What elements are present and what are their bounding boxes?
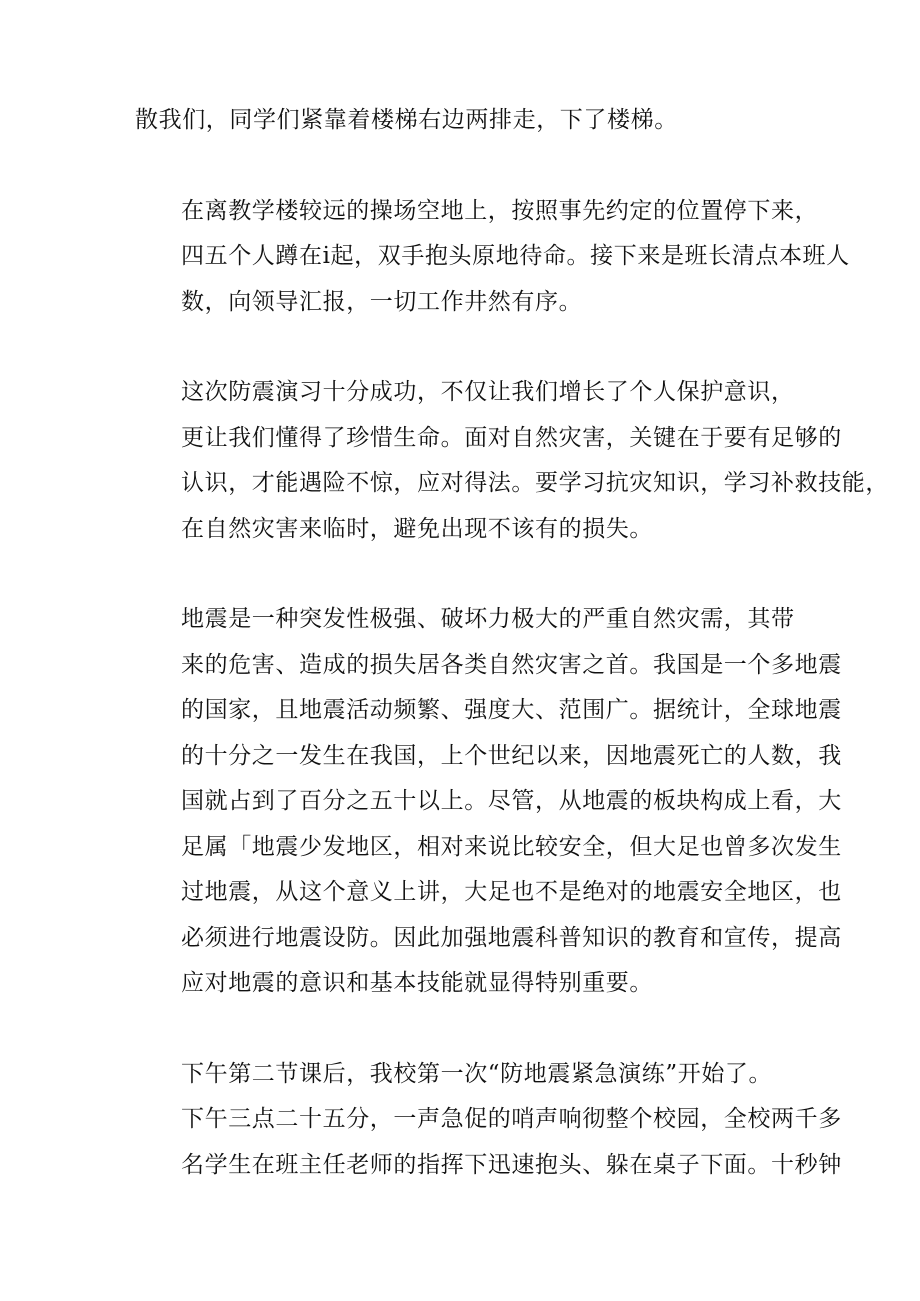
text-line: 的国家，且地震活动频繁、强度大、范围广。据统计，全球地震 — [181, 697, 842, 723]
paragraph — [135, 370, 889, 552]
paragraph — [135, 189, 850, 326]
text-line: 下午第二节课后，我校第一次“防地震紧急演练”开始了。 — [181, 1060, 773, 1087]
text-line: 的十分之一发生在我国，上个世纪以来，因地震死亡的人数，我 — [181, 742, 842, 769]
text-line: 在离教学楼较远的操场空地上，按照事先约定的位置停下来， — [181, 197, 819, 224]
document-body — [135, 98, 889, 1233]
text-line: 应对地震的意识和基本技能就显得特别重要。 — [181, 970, 653, 996]
text-line: 国就占到了百分之五十以上。尽管，从地震的板块构成上看，大 — [181, 788, 842, 814]
text-line: 来的危害、造成的损失居各类自然灾害之首。我国是一个多地震 — [181, 651, 842, 678]
text-line: 这次防震演习十分成功，不仅让我们增长了个人保护意识， — [181, 379, 795, 405]
text-line: 过地震，从这个意义上讲，大足也不是绝对的地震安全地区，也 — [181, 879, 842, 905]
text-line: 散我们，同学们紧靠着楼梯右边两排走，下了楼梯。 — [135, 107, 678, 133]
text-line: 认识，才能遇险不惊，应对得法。要学习抗灾知识，学习补救技能， — [181, 470, 889, 496]
paragraph — [135, 1052, 842, 1189]
text-line: 必须进行地震设防。因此加强地震科普知识的教育和宣传，提高 — [181, 924, 842, 951]
paragraph — [135, 597, 842, 1007]
text-line: 下午三点二十五分，一声急促的哨声响彻整个校园，全校两千多 — [181, 1106, 842, 1132]
text-line: 数，向领导汇报，一切工作井然有序。 — [181, 288, 583, 315]
text-line: 名学生在班主任老师的指挥下迅速抱头、躲在桌子下面。十秒钟 — [181, 1151, 842, 1178]
paragraph — [135, 98, 790, 144]
text-line: 更让我们懂得了珍惜生命。面对自然灾害，关键在于要有足够的 — [181, 424, 842, 451]
text-line: 四五个人蹲在i起，双手抱头原地待命。接下来是班长清点本班人 — [181, 243, 850, 269]
text-line: 足属「地震少发地区，相对来说比较安全，但大足也曾多次发生 — [181, 833, 842, 860]
text-line: 在自然灾害来临时，避免出现不该有的损失。 — [181, 515, 653, 542]
text-line: 地震是一种突发性极强、破坏力极大的严重自然灾需，其带 — [181, 606, 795, 632]
